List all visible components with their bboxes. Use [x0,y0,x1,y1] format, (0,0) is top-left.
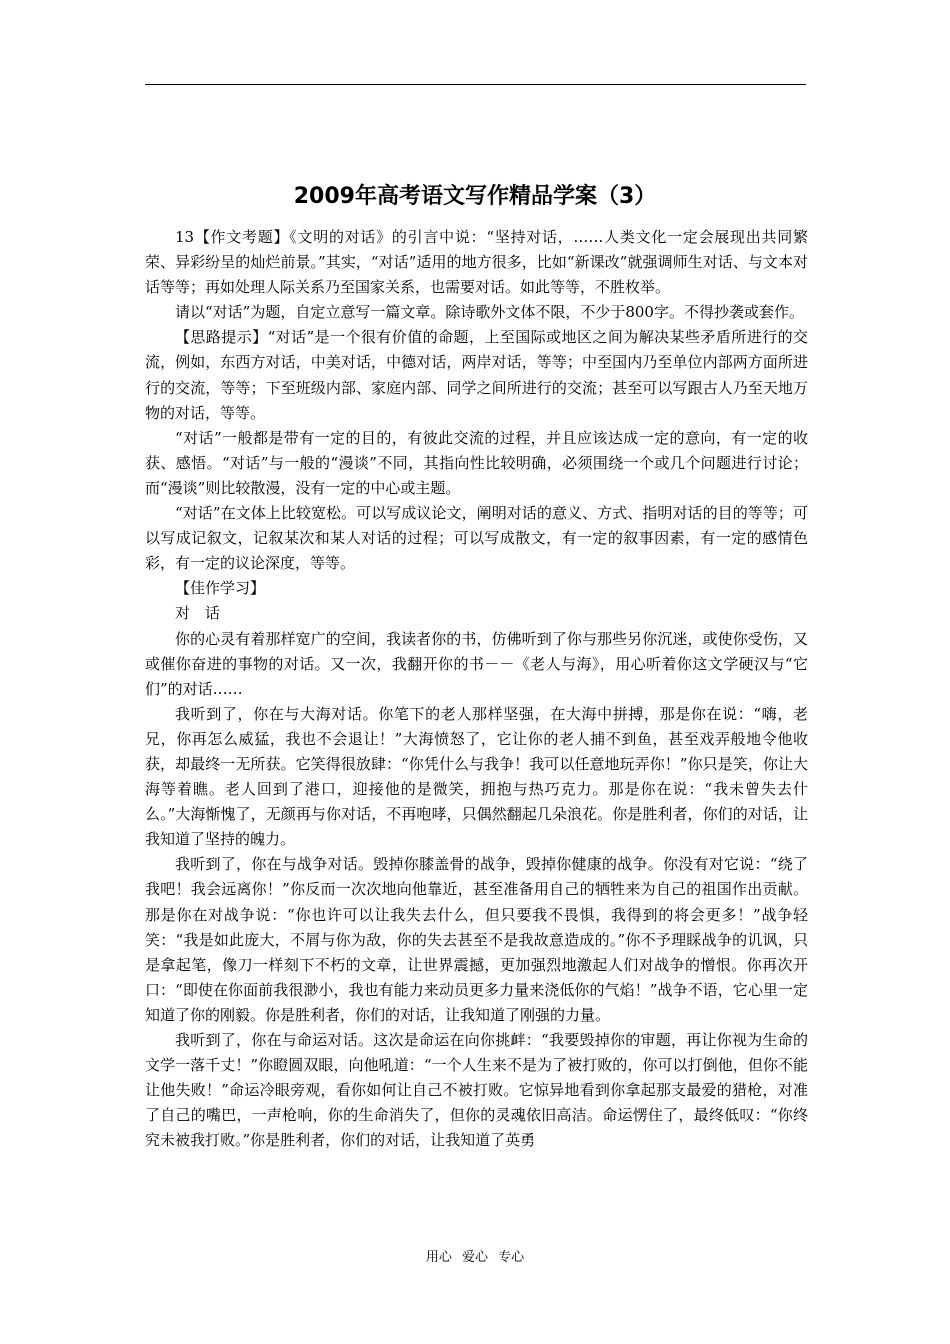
essay-paragraph-sea: 我听到了，你在与大海对话。你笔下的老人那样坚强，在大海中拼搏，那是你在说：“嗨，老兄，你再怎么威猛，我也不会退让！”大海愤怒了，它让你的老人捕不到鱼，甚至戏弄般地令他收获，却最终一无所获。它笑得很放肆：“你凭什么与我争！我可以任意地玩弄你！”你只是笑，你让大海等着瞧。老人回到了港口，迎接他的是微笑，拥抱与热巧克力。那是你在说：“我未曾失去什么。”大海惭愧了，无颜再与你对话，不再咆哮，只偶然翻起几朵浪花。你是胜利者，你们的对话，让我知道了坚持的魄力。 [145,704,808,849]
page-title: 2009年高考语文写作精品学案（3） [293,184,657,209]
paragraph-hint-style: “对话”在文体上比较宽松。可以写成议论文，阐明对话的意义、方式、指明对话的目的等等；可以写成记叙文，记叙某次和某人对话的过程；可以写成散文，有一定的叙事因素，有一定的感情色彩，有一定的议论深度，等等。 [145,504,808,573]
essay-paragraph-war: 我听到了，你在与战争对话。毁掉你膝盖骨的战争，毁掉你健康的战争。你没有对它说：“绕了我吧！我会远离你！”你反而一次次地向他靠近，甚至准备用自己的牺牲来为自己的祖国作出贡献。那是你在对战争说：“你也许可以让我失去什么，但只要我不畏惧，我得到的将会更多！”战争轻笑：“我是如此庞大，不屑与你为敌，你的失去甚至不是我故意造成的。”你不予理睬战争的讥讽，只是拿起笔，像刀一样刻下不朽的文章，让世界震撼，更加强烈地激起人们对战争的憎恨。你再次开口：“即使在你面前我很渺小，我也有能力来动员更多力量来浇低你的气焰！”战争不语，它心里一定知道了你的刚毅。你是胜利者，你们的对话，让我知道了刚强的力量。 [145,855,808,1024]
section-heading-sample: 【佳作学习】 [175,579,266,598]
paragraph-prompt: 13【作文考题】《文明的对话》的引言中说：“坚持对话，……人类文化一定会展现出共同繁荣、异彩纷呈的灿烂前景。”其实，“对话”适用的地方很多，比如“新课改”就强调师生对话、与文本对话等等；再如处理人际关系乃至国家关系，也需要对话。如此等等，不胜枚举。 [145,228,808,297]
paragraph-hint-purpose: “对话”一般都是带有一定的目的，有彼此交流的过程，并且应该达成一定的意向，有一定的收获、感悟。“对话”与一般的“漫谈”不同，其指向性比较明确，必须围绕一个或几个问题进行讨论；而“漫谈”则比较散漫，没有一定的中心或主题。 [145,428,808,497]
page-footer: 用心 爱心 专心 [425,1250,525,1265]
header-rule [145,84,806,85]
essay-paragraph-fate: 我听到了，你在与命运对话。这次是命运在向你挑衅：“我要毁掉你的审题，再让你视为生命的文学一落千丈！”你瞪圆双眼，向他吼道：“一个人生来不是为了被打败的，你可以打倒他，但你不能让他失败！”命运冷眼旁观，看你如何让自己不被打败。它惊异地看到你拿起那支最爱的猎枪，对准了自己的嘴巴，一声枪响，你的生命消失了，但你的灵魂依旧高洁。命运愣住了，最终低叹：“你终究未被我打败。”你是胜利者，你们的对话，让我知道了英勇 [145,1031,808,1150]
essay-title: 对 话 [175,604,221,623]
paragraph-hint: 【思路提示】“对话”是一个很有价值的命题，上至国际或地区之间为解决某些矛盾所进行的交流，例如，东西方对话，中美对话，中德对话，两岸对话，等等；中至国内乃至单位内部两方面所进行的交流，等等；下至班级内部、家庭内部、同学之间所进行的交流；甚至可以写跟古人乃至天地万物的对话，等等。 [145,328,808,422]
essay-paragraph-intro: 你的心灵有着那样宽广的空间，我读者你的书，仿佛听到了你与那些另你沉迷，或使你受伤，又或催你奋进的事物的对话。又一次，我翻开你的书－－《老人与海》，用心听着你这文学硬汉与“它们”的对话…… [145,629,808,698]
document-body [145,225,808,1153]
paragraph-instruction: 请以“对话”为题，自定立意写一篇文章。除诗歌外文体不限，不少于800字。不得抄袭或套作。 [175,303,804,322]
